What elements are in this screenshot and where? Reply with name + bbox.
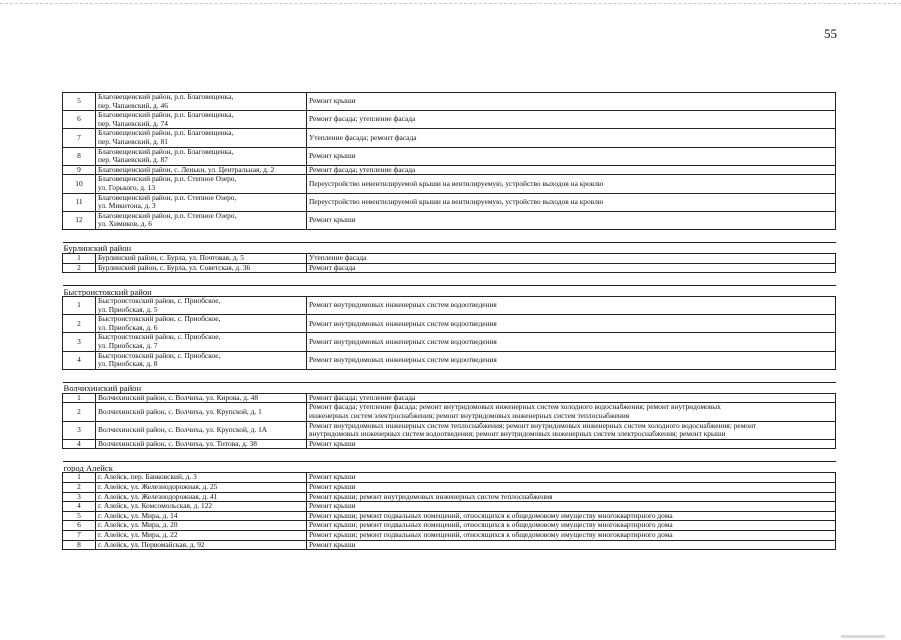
row-address: Бурлинский район, с. Бурла, ул. Советская, д. 36	[96, 263, 307, 273]
row-number: 10	[63, 175, 96, 193]
table-row	[63, 147, 836, 165]
row-number: 7	[63, 129, 96, 147]
row-work-type: Ремонт крыши	[307, 483, 836, 493]
row-address: г. Алейск, пер. Банковский, д. 3	[96, 473, 307, 483]
works-table	[62, 92, 836, 550]
row-work-type: Ремонт фасада; утепление фасада; ремонт внутридомовых инженерных систем холодного водоснабжения; ремонт внутридомовых инженерных систем электроснабжения; ремонт внутридомовых инженерных систем теплоснабжения	[307, 403, 836, 421]
row-address: г. Алейск, ул. Комсомольская, д. 122	[96, 502, 307, 512]
table-row	[63, 511, 836, 521]
row-number: 1	[63, 297, 96, 315]
table-row	[63, 165, 836, 175]
table-row	[63, 530, 836, 540]
row-address: Волчихинский район, с. Волчиха, ул. Крупской, д. 1	[96, 403, 307, 421]
section-gap-cell	[63, 229, 836, 242]
section-gap	[63, 449, 836, 462]
row-address: Волчихинский район, с. Волчиха, ул. Кирова, д. 48	[96, 393, 307, 403]
row-number: 7	[63, 530, 96, 540]
row-work-type: Ремонт крыши; ремонт подвальных помещений, относящихся к общедомовому имуществу многоквартирного дома	[307, 511, 836, 521]
table-row	[63, 521, 836, 531]
row-address: г. Алейск, ул. Мира, д. 14	[96, 511, 307, 521]
section-header	[63, 382, 836, 393]
row-address: Благовещенский район, р.п. Благовещенка, пер. Чапаевский, д. 87	[96, 147, 307, 165]
row-number: 3	[63, 333, 96, 351]
section-gap	[63, 273, 836, 286]
row-work-type: Ремонт крыши	[307, 93, 836, 111]
row-address: Волчихинский район, с. Волчиха, ул. Титова, д. 38	[96, 439, 307, 449]
row-address: Быстроистокский район, с. Приобское, ул. Приобская, д. 7	[96, 333, 307, 351]
table-row	[63, 315, 836, 333]
row-number: 12	[63, 211, 96, 229]
row-work-type: Ремонт крыши	[307, 540, 836, 550]
row-number: 8	[63, 147, 96, 165]
table-row	[63, 193, 836, 211]
table-row	[63, 473, 836, 483]
row-work-type: Ремонт крыши	[307, 439, 836, 449]
row-work-type: Утепление фасада; ремонт фасада	[307, 129, 836, 147]
row-number: 3	[63, 421, 96, 439]
row-address: Благовещенский район, р.п. Степное Озеро, ул. Микитона, д. 3	[96, 193, 307, 211]
table-row	[63, 111, 836, 129]
row-work-type: Ремонт крыши	[307, 473, 836, 483]
row-number: 6	[63, 521, 96, 531]
table-row	[63, 263, 836, 273]
row-number: 2	[63, 315, 96, 333]
table-row	[63, 492, 836, 502]
row-address: Благовещенский район, с. Леньки, ул. Центральная, д. 2	[96, 165, 307, 175]
row-address: г. Алейск, ул. Железнодорожная, д. 25	[96, 483, 307, 493]
table-row	[63, 393, 836, 403]
scan-edge-line	[0, 3, 901, 4]
row-address: Благовещенский район, р.п. Благовещенка, пер. Чапаевский, д. 74	[96, 111, 307, 129]
scan-mark	[841, 635, 885, 638]
row-number: 6	[63, 111, 96, 129]
section-title: город Алейск	[63, 462, 836, 473]
row-work-type: Ремонт крыши	[307, 502, 836, 512]
row-number: 11	[63, 193, 96, 211]
section-gap-cell	[63, 449, 836, 462]
row-address: Благовещенский район, р.п. Степное Озеро, ул. Химиков, д. 6	[96, 211, 307, 229]
row-work-type: Ремонт крыши; ремонт подвальных помещений, относящихся к общедомовому имуществу многоквартирного дома	[307, 530, 836, 540]
table-row	[63, 421, 836, 439]
row-address: Быстроистокский район, с. Приобское, ул. Приобская, д. 8	[96, 351, 307, 369]
section-title: Волчихинский район	[63, 382, 836, 393]
row-number: 2	[63, 483, 96, 493]
row-work-type: Ремонт внутридомовых инженерных систем водоотведения	[307, 315, 836, 333]
row-address: г. Алейск, ул. Мира, д. 22	[96, 530, 307, 540]
table-row	[63, 483, 836, 493]
row-address: Благовещенский район, р.п. Благовещенка, пер. Чапаевский, д. 81	[96, 129, 307, 147]
row-work-type: Ремонт внутридомовых инженерных систем водоотведения	[307, 297, 836, 315]
row-number: 4	[63, 439, 96, 449]
row-work-type: Переустройство невентилируемой крыши на вентилируемую, устройство выходов на кровлю	[307, 193, 836, 211]
row-number: 5	[63, 511, 96, 521]
table-row	[63, 93, 836, 111]
page-number: 55	[824, 26, 837, 41]
row-work-type: Ремонт внутридомовых инженерных систем водоотведения	[307, 333, 836, 351]
section-gap-cell	[63, 273, 836, 286]
row-address: Благовещенский район, р.п. Степное Озеро, ул. Горького, д. 13	[96, 175, 307, 193]
row-work-type: Ремонт крыши	[307, 147, 836, 165]
table-row	[63, 540, 836, 550]
row-number: 2	[63, 403, 96, 421]
row-address: Волчихинский район, с. Волчиха, ул. Крупской, д. 1А	[96, 421, 307, 439]
row-work-type: Ремонт фасада; утепление фасада	[307, 393, 836, 403]
section-header	[63, 462, 836, 473]
row-number: 2	[63, 263, 96, 273]
row-address: г. Алейск, ул. Железнодорожная, д. 41	[96, 492, 307, 502]
section-header	[63, 242, 836, 253]
row-number: 4	[63, 502, 96, 512]
row-work-type: Ремонт внутридомовых инженерных систем теплоснабжения; ремонт внутридомовых инженерных систем холодного водоснабжения; ремонт внутридомовых инженерных систем водоотведения; ремонт внутридомовых инженерных систем электроснабжения; ремонт крыши	[307, 421, 836, 439]
section-title: Быстроистокский район	[63, 286, 836, 297]
table-row	[63, 211, 836, 229]
row-number: 4	[63, 351, 96, 369]
row-work-type: Ремонт крыши; ремонт внутридомовых инженерных систем теплоснабжения	[307, 492, 836, 502]
table-row	[63, 351, 836, 369]
section-title: Бурлинский район	[63, 242, 836, 253]
section-header	[63, 286, 836, 297]
row-address: Бурлинский район, с. Бурла, ул. Почтовая, д. 5	[96, 253, 307, 263]
table-row	[63, 502, 836, 512]
row-work-type: Ремонт фасада; утепление фасада	[307, 111, 836, 129]
row-address: г. Алейск, ул. Первомайская, д. 92	[96, 540, 307, 550]
row-address: Быстроистокский район, с. Приобское, ул. Приобская, д. 5	[96, 297, 307, 315]
row-address: Быстроистокский район, с. Приобское, ул. Приобская, д. 6	[96, 315, 307, 333]
table-row	[63, 403, 836, 421]
table-row	[63, 333, 836, 351]
row-number: 3	[63, 492, 96, 502]
section-gap-cell	[63, 369, 836, 382]
row-number: 5	[63, 93, 96, 111]
row-work-type: Ремонт фасада; утепление фасада	[307, 165, 836, 175]
row-work-type: Утепление фасада	[307, 253, 836, 263]
table-row	[63, 297, 836, 315]
row-work-type: Ремонт крыши; ремонт подвальных помещений, относящихся к общедомовому имуществу многоквартирного дома	[307, 521, 836, 531]
section-gap	[63, 229, 836, 242]
row-number: 9	[63, 165, 96, 175]
row-number: 1	[63, 393, 96, 403]
table-row	[63, 439, 836, 449]
row-work-type: Ремонт крыши	[307, 211, 836, 229]
row-address: Благовещенский район, р.п. Благовещенка, пер. Чапаевский, д. 46	[96, 93, 307, 111]
row-number: 1	[63, 253, 96, 263]
row-address: г. Алейск, ул. Мира, д. 20	[96, 521, 307, 531]
row-number: 8	[63, 540, 96, 550]
row-work-type: Ремонт внутридомовых инженерных систем водоотведения	[307, 351, 836, 369]
table-row	[63, 175, 836, 193]
works-table-body	[63, 93, 836, 550]
table-row	[63, 129, 836, 147]
row-work-type: Переустройство невентилируемой крыши на вентилируемую, устройство выходов на кровлю	[307, 175, 836, 193]
table-row	[63, 253, 836, 263]
section-gap	[63, 369, 836, 382]
row-work-type: Ремонт фасада	[307, 263, 836, 273]
row-number: 1	[63, 473, 96, 483]
